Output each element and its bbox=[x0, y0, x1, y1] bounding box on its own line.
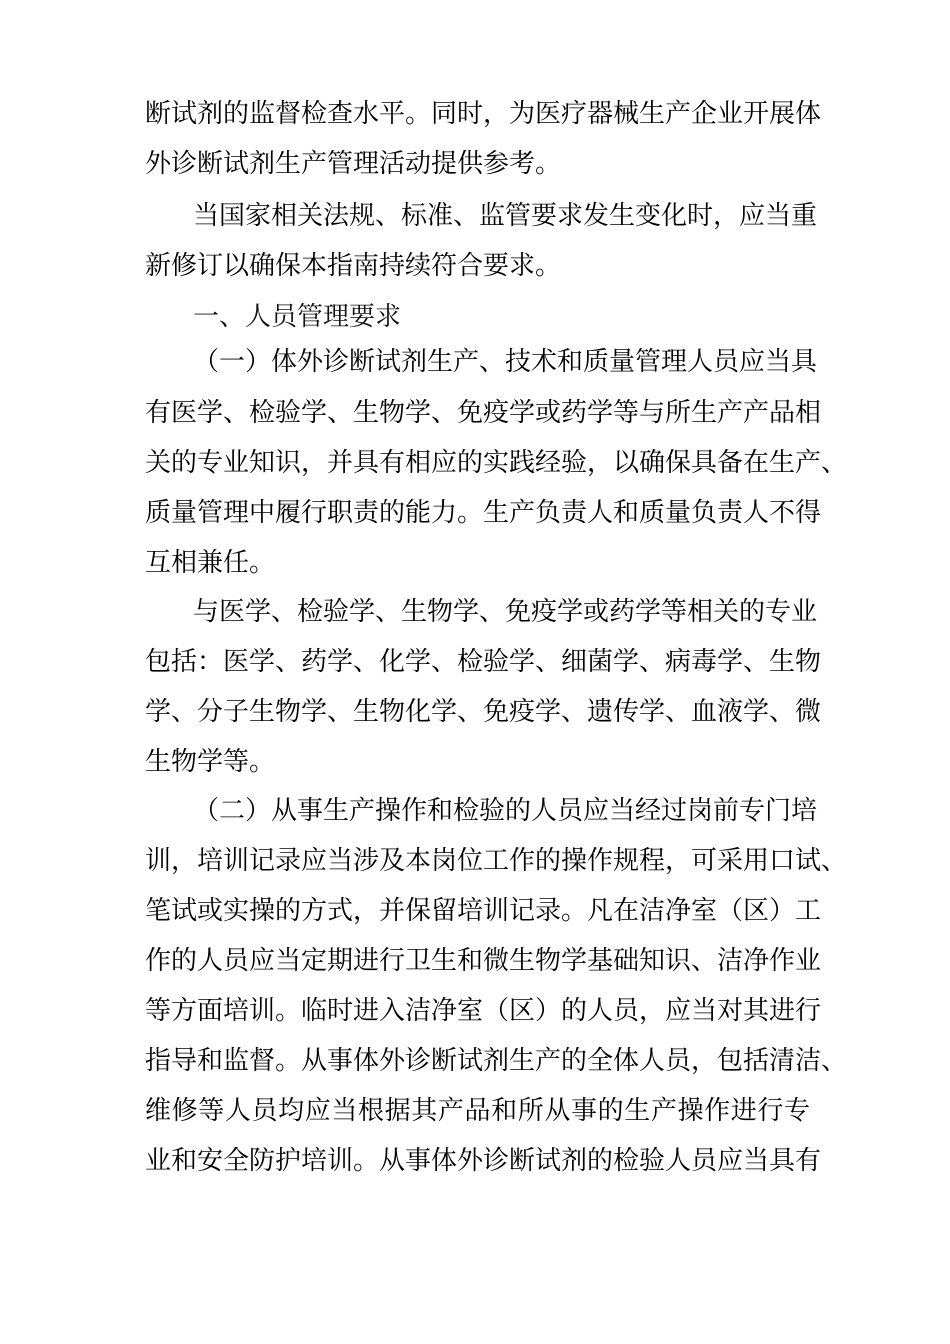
body-text-line: 生物学等。 bbox=[145, 747, 276, 777]
body-text-line: 关的专业知识，并具有相应的实践经验，以确保具备在生产、 bbox=[145, 448, 848, 478]
body-text-line: 新修订以确保本指南持续符合要求。 bbox=[145, 251, 562, 281]
body-text-line: 业和安全防护培训。从事体外诊断试剂的检验人员应当具有 bbox=[145, 1146, 822, 1176]
body-text-line: 等方面培训。临时进入洁净室（区）的人员，应当对其进行 bbox=[145, 996, 822, 1026]
body-text-line: 训，培训记录应当涉及本岗位工作的操作规程，可采用口试、 bbox=[145, 846, 848, 876]
body-text-line: 外诊断试剂生产管理活动提供参考。 bbox=[145, 149, 562, 179]
body-text-line: 作的人员应当定期进行卫生和微生物学基础知识、洁净作业 bbox=[145, 946, 822, 976]
body-text-line: 包括：医学、药学、化学、检验学、细菌学、病毒学、生物 bbox=[145, 647, 822, 677]
body-text-line: 学、分子生物学、生物化学、免疫学、遗传学、血液学、微 bbox=[145, 697, 822, 727]
body-text-line: 笔试或实操的方式，并保留培训记录。凡在洁净室（区）工 bbox=[145, 896, 822, 926]
body-text-line: 指导和监督。从事体外诊断试剂生产的全体人员，包括清洁、 bbox=[145, 1046, 848, 1076]
body-text-line: （一）体外诊断试剂生产、技术和质量管理人员应当具 bbox=[193, 347, 818, 377]
body-text-line: 断试剂的监督检查水平。同时，为医疗器械生产企业开展体 bbox=[145, 99, 822, 129]
body-text-line: 与医学、检验学、生物学、免疫学或药学等相关的专业 bbox=[193, 597, 818, 627]
body-text-line: 质量管理中履行职责的能力。生产负责人和质量负责人不得 bbox=[145, 498, 822, 528]
body-text-line: 互相兼任。 bbox=[145, 548, 276, 578]
body-text-line: 当国家相关法规、标准、监管要求发生变化时，应当重 bbox=[193, 201, 818, 231]
body-text-line: 有医学、检验学、生物学、免疫学或药学等与所生产产品相 bbox=[145, 398, 822, 428]
body-text-line: （二）从事生产操作和检验的人员应当经过岗前专门培 bbox=[193, 796, 818, 826]
section-heading: 一、人员管理要求 bbox=[193, 302, 402, 332]
body-text-line: 维修等人员均应当根据其产品和所从事的生产操作进行专 bbox=[145, 1096, 810, 1126]
